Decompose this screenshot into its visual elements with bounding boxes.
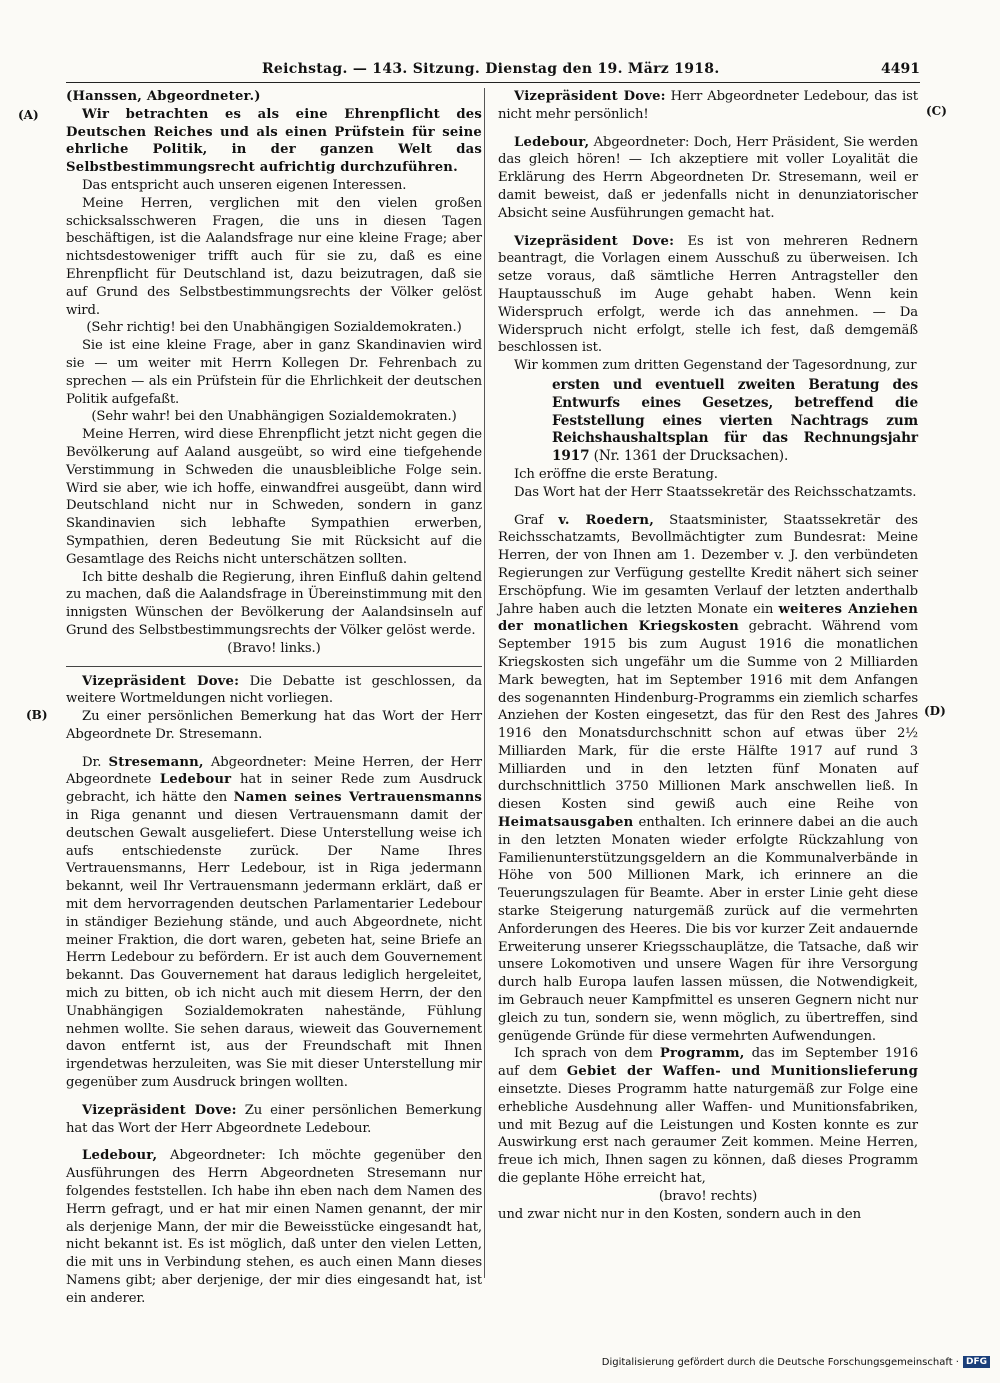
header-title: Reichstag. — 143. Sitzung. Dienstag den 19. März 1918. — [262, 61, 720, 77]
speech-ledebour — [66, 1147, 482, 1307]
speech-stresemann — [66, 754, 482, 1092]
speaker-name: Vizepräsident Dove: — [514, 89, 666, 104]
paragraph: Ich eröffne die erste Beratung. — [514, 466, 718, 482]
speaker-name: Stresemann, — [108, 754, 204, 770]
speaker-title: Dr. — [82, 754, 109, 770]
speech-vizepraesident — [66, 666, 482, 709]
agenda-title: ersten und eventuell zweiten Beratung des Entwurfs eines Gesetzes, betreffend die Feststellung eines vierten Nachtrags zum Reichshaushaltsplan für das Rechnungsjahr 1917 — [552, 376, 918, 465]
emphasis: Ledebour — [159, 772, 232, 788]
speaker-name: Vizepräsident Dove: — [82, 1102, 237, 1118]
left-column — [66, 88, 482, 1308]
speech-text: Ich sprach von dem — [514, 1046, 660, 1062]
speech-text: hat in seiner Rede zum Ausdruck gebracht, ich hätte den — [66, 772, 482, 806]
speaker-name: Vizepräsident Dove: — [82, 673, 240, 689]
speaker-name: Ledebour, — [82, 1148, 158, 1164]
speech-text: Die Debatte ist geschlossen, da weitere Wortmeldungen nicht vorliegen. — [66, 673, 483, 707]
speech-vizepraesident — [498, 233, 918, 358]
digitization-footer — [602, 1356, 990, 1368]
speech-text: enthalten. Ich erinnere dabei an die auch in den letzten Monaten wieder erfolgte Rückzahlung von Familienunterstützungsgeldern an die Kommunalverbände in Höhe von 500 Millionen Mark, ich erinnere an die Teuerungszulagen für Beamte. Aber in erster Linie geht diese starke Steigerung naturgemäß zurück auf die vermehrten Anforderungen des Heeres. Die bis vor kurzer Zeit andauernde Erweiterung unserer Kriegsschauplätze, die Tatsache, daß wir unsere Lokomotiven und unsere Wagen für ihre Versorgung durch halb Europa laufen lassen müssen, die Notwendigkeit, im Gebrauch neuer Kampfmittel es unseren Gegnern nicht nur gleich zu tun, sondern sie, wenn möglich, zu übertreffen, sind genügende Gründe für diese vermehrten Aufwendungen. — [498, 815, 918, 1044]
emphasis: Namen seines Vertrauensmanns — [233, 790, 482, 806]
margin-marker-a: (A) — [18, 108, 39, 122]
speech-vizepraesident — [66, 1102, 482, 1138]
paragraph: Das Wort hat der Herr Staatssekretär des Reichsschatzamts. — [514, 484, 917, 500]
speaker-name: Ledebour, — [514, 134, 590, 150]
paragraph — [498, 1045, 918, 1187]
paragraph: Das entspricht auch unseren eigenen Interessen. — [82, 177, 407, 193]
paragraph: Meine Herren, wird diese Ehrenpflicht jetzt nicht gegen die Bevölkerung auf Aaland ausgeübt, so wird eine tiefgehende Verstimmung in Schweden die unausbleibliche Folge sein. Wird sie aber, wie ich hoffe, einwandfrei ausgeübt, dann wird Deutschland nicht nur in Schweden, sondern in ganz Skandinavien sich lebhafte Sympathien erwerben, Sympathien, deren Bedeutung Sie mit Rücksicht auf die Gesamtlage des Reichs nicht unterschätzen sollten. — [66, 427, 482, 567]
speech-vizepraesident — [498, 88, 918, 124]
paragraph: Ich bitte deshalb die Regierung, ihren Einfluß dahin geltend zu machen, daß die Aalandsfrage in Übereinstimmung mit den innigsten Wünschen der Bevölkerung der Aalandsinseln auf Grund des Selbstbestimmungsrechts der Völker gelöst werde. — [66, 569, 482, 638]
margin-marker-b: (B) — [26, 708, 48, 722]
right-column — [498, 88, 918, 1223]
speech-text: Es ist von mehreren Rednern beantragt, die Vorlagen einem Ausschuß zu überweisen. Ich setze voraus, daß sämtliche Herren Antragsteller den Hauptausschuß im Auge gehabt haben. Wenn kein Widerspruch erfolgt, werde ich das annehmen. — Da Widerspruch nicht erfolgt, stelle ich fest, daß demgemäß beschlossen ist. — [498, 233, 918, 356]
paragraph: Wir kommen zum dritten Gegenstand der Tagesordnung, zur — [514, 358, 917, 374]
speech-text: das im September 1916 auf dem — [498, 1046, 918, 1080]
speech-text: einsetzte. Dieses Programm hatte naturgemäß zur Folge eine erhebliche Ausdehnung aller Waffen- und Munitionsfabriken, und mit Bezug auf die Leistungen und Kosten konnte es zur Auswirkung erst nach geraumer Zeit kommen. Meine Herren, freue ich mich, Ihnen sagen zu können, daß dieses Programm die geplante Höhe erreicht hat, — [498, 1082, 918, 1187]
speech-text: in Riga genannt und diesen Vertrauensmann damit der deutschen Gewalt ausgeliefert. Diese Unterstellung weise ich aufs entschiedenste zurück. Der Name Ihres Vertrauensmanns, Herr Ledebour, ist in Riga jedermann bekannt, weil Ihr Vertrauensmann jedermann erklärt, daß er mit dem hervorragenden deutschen Parlamentarier Ledebour in ständiger Beziehung stände, und auch Abgeordnete, nicht meiner Fraktion, die dort waren, gebeten hat, seine Briefe an Herrn Ledebour zu befördern. Er ist auch dem Gouvernement bekannt. Das Gouvernement hat daraus lediglich hergeleitet, mich zu bitten, ob ich nicht auch mit diesem Herrn, der den Unabhängigen Sozialdemokraten nahestände, Fühlung nehmen wollte. Sie sehen daraus, wieweit das Gouvernement davon entfernt ist, aus der Freundschaft mit Ihnen irgendetwas herzuleiten, was Sie mit dieser Unterstellung mir gegenüber zum Ausdruck bringen wollten. — [66, 808, 482, 1091]
paragraph: Sie ist eine kleine Frage, aber in ganz Skandinavien wird sie — um weiter mit Herrn Kollegen Dr. Fehrenbach zu sprechen — als ein Prüfstein für die Ehrlichkeit der deutschen Politik aufgefaßt. — [66, 338, 482, 407]
emphasis: weiteres Anziehen der monatlichen Kriegskosten — [498, 601, 919, 635]
paragraph: Zu einer persönlichen Bemerkung hat das Wort der Herr Abgeordnete Dr. Stresemann. — [66, 709, 482, 742]
speech-text: gebracht. Während vom September 1915 bis zum August 1916 die monatlichen Kriegskosten sich ungefähr um die Summe von 2 Milliarden Mark bewegten, hat im September 1916 mit dem Anfangen des sogenannten Hindenburg-Programms ein ziemlich scharfes Anziehen der Kosten eingesetzt, das für den Rest des Jahres 1916 den Monatsdurchschnitt schon auf etwas über 2½ Milliarden Mark, für die erste Hälfte 1917 auf rund 3 Milliarden und in den letzten fünf Monaten auf durchschnittlich 3750 Millionen Mark anschwellen ließ. In diesen Kosten sind gewiß auch eine Reihe von — [498, 619, 918, 813]
emphasis: Gebiet der Waffen- und Munitionslieferung — [566, 1064, 919, 1080]
interjection: (Bravo! links.) — [227, 640, 321, 656]
speech-ledebour — [498, 134, 918, 223]
speaker-title: Graf — [514, 512, 559, 528]
page-number: 4491 — [881, 61, 920, 77]
agenda-item — [552, 377, 918, 466]
speech-text: Abgeordneter: Doch, Herr Präsident, Sie werden das gleich hören! — Ich akzeptiere mit voller Loyalität die Erklärung des Herrn Abgeordneten Dr. Stresemann, weil er damit beweist, daß er jedenfalls nicht in denunziatorischer Absicht seine Ausführungen gemacht hat. — [498, 134, 918, 221]
emphasis: Heimatsausgaben — [498, 815, 634, 831]
column-divider — [484, 88, 485, 1278]
margin-marker-d: (D) — [924, 704, 946, 718]
paragraph: Meine Herren, verglichen mit den vielen großen schicksalsschweren Fragen, die uns in diesen Tagen beschäftigen, ist die Aalandsfrage nur eine kleine Frage; aber nichtsdestoweniger trifft auch für sie zu, daß es eine Ehrenpflicht für Deutschland ist, dazu beizutragen, daß sie auf Grund des Selbstbestimmungsrechts der Völker gelöst wird. — [66, 195, 482, 318]
speech-text: Abgeordneter: Ich möchte gegenüber den Ausführungen des Herrn Abgeordneten Stresemann nur folgendes feststellen. Ich habe ihn eben nach dem Namen des Herrn gefragt, und er hat mir einen Namen genannt, der mir als derjenige Mann, der mir die Beweisstücke eingesandt hat, nicht bekannt ist. Es ist möglich, daß unter den vielen Letten, die mit uns in Verbindung stehen, es auch einen Mann dieses Namens gibt; aber derjenige, der mir dies eingesandt hat, ist ein anderer. — [66, 1148, 482, 1306]
margin-marker-c: (C) — [926, 104, 947, 118]
dfg-logo: DFG — [963, 1356, 990, 1368]
speaker-name: v. Roedern, — [558, 512, 654, 528]
paragraph: Wir betrachten es als eine Ehrenpflicht des Deutschen Reiches und als einen Prüfstein für seine ehrliche Politik, in der ganzen Welt das Selbstbestimmungsrecht aufrichtig durchzuführen. — [66, 106, 482, 176]
speech-text: Herr Abgeordneter Ledebour, das ist nicht mehr persönlich! — [498, 89, 918, 122]
page-header — [66, 60, 920, 83]
emphasis: Programm, — [659, 1046, 745, 1062]
speech-text: Staatsminister, Staatssekretär des Reichsschatzamts, Bevollmächtigter zum Bundesrat: Meine Herren, der von Ihnen am 1. Dezember v. J. den verbündeten Regierungen zur Verfügung gestellte Kredit nähert sich seiner Erschöpfung. Wie im gesamten Verlauf der letzten anderthalb Jahre haben auch die letzten Monate ein — [498, 512, 918, 617]
interjection: (bravo! rechts) — [658, 1188, 758, 1204]
speaker-line: (Hanssen, Abgeordneter.) — [66, 89, 261, 104]
paragraph: und zwar nicht nur in den Kosten, sondern auch in den — [498, 1206, 862, 1222]
speech-text: Zu einer persönlichen Bemerkung hat das Wort der Herr Abgeordnete Ledebour. — [66, 1102, 482, 1136]
agenda-reference: (Nr. 1361 der Drucksachen). — [589, 448, 789, 465]
speech-text: Abgeordneter: Meine Herren, der Herr Abgeordnete — [66, 754, 482, 788]
speech-roedern — [498, 512, 918, 1046]
interjection: (Sehr richtig! bei den Unabhängigen Sozialdemokraten.) — [86, 320, 462, 336]
speaker-name: Vizepräsident Dove: — [514, 233, 675, 249]
interjection: (Sehr wahr! bei den Unabhängigen Sozialdemokraten.) — [91, 409, 457, 425]
footer-text: Digitalisierung gefördert durch die Deutsche Forschungsgemeinschaft · — [601, 1356, 959, 1368]
